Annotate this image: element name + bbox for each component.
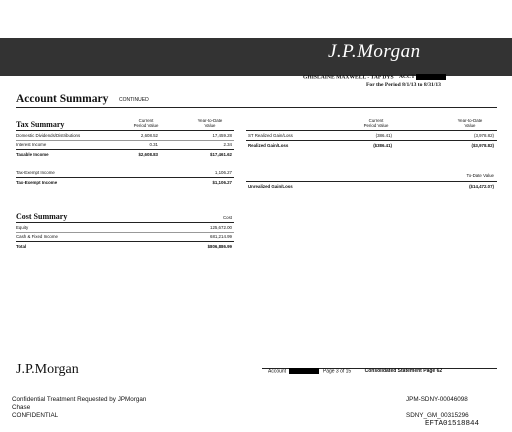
gains-col-current: Current Period Value xyxy=(363,118,389,128)
jpmorgan-footer-logo: J.P.Morgan xyxy=(16,362,79,377)
redaction-bar xyxy=(289,368,319,374)
tax-summary-title: Tax Summary xyxy=(16,120,65,129)
row-divider xyxy=(16,177,234,178)
cost-total-value: $806,886.99 xyxy=(207,244,232,249)
client-name: GHISLAINE MAXWELL - TAP DYS xyxy=(303,74,394,81)
confidential-line: CONFIDENTIAL xyxy=(12,412,59,419)
tax-row-label: Domestic Dividends/Distributions xyxy=(16,133,81,138)
exempt-row-label: Tax-Exempt Income xyxy=(16,170,55,175)
footer-account-label: Account xyxy=(268,368,287,375)
tax-row-ytd: 17,459.28 xyxy=(212,133,232,138)
confidential-block xyxy=(12,396,146,420)
gains-total-label: Realized Gain/Loss xyxy=(248,143,289,148)
cost-header-rule xyxy=(16,222,234,223)
gains-header-rule xyxy=(246,130,497,131)
row-divider xyxy=(16,149,234,150)
unrealized-col: To-Date Value xyxy=(466,173,494,178)
unrealized-rule xyxy=(246,181,497,182)
tax-col-current: Current Period Value xyxy=(133,118,159,128)
tax-col-ytd: Year-to-Date Value xyxy=(197,118,223,128)
row-divider xyxy=(16,241,234,242)
footer-page: Page 3 of 15 xyxy=(322,368,352,375)
exempt-total-ytd: $1,106.27 xyxy=(212,180,232,185)
bates-number: SDNY_GM_00315296 xyxy=(406,412,469,419)
footer-statement: Consolidated Statement Page 62 xyxy=(364,368,443,375)
cost-row-value: 681,214.99 xyxy=(210,234,232,239)
client-line xyxy=(303,74,446,80)
gains-row-ytd: (3,978.82) xyxy=(473,133,494,138)
row-divider xyxy=(16,140,234,141)
gains-total-ytd: ($3,978.82) xyxy=(471,143,494,148)
unrealized-label: Unrealized Gain/Loss xyxy=(248,184,293,189)
cost-row-label: Cash & Fixed Income xyxy=(16,234,58,239)
tax-row-label: Interest Income xyxy=(16,142,47,147)
footer-page-line xyxy=(268,368,442,374)
gains-col-ytd: Year-to-Date Value xyxy=(457,118,483,128)
cost-total-label: Total xyxy=(16,244,27,249)
exempt-total-label: Tax-Exempt Income xyxy=(16,180,58,185)
cost-row-value: 125,672.00 xyxy=(210,225,232,230)
tax-row-current: 2,608.52 xyxy=(140,133,158,138)
title-rule xyxy=(16,107,497,108)
page-title: Account Summary xyxy=(16,93,109,105)
tax-total-label: Taxable Income xyxy=(16,152,49,157)
confidential-line: Chase xyxy=(12,404,31,411)
jpmorgan-script-logo: J.P.Morgan xyxy=(328,41,421,62)
tax-row-ytd: 2.34 xyxy=(223,142,232,147)
cost-row-label: Equity xyxy=(16,225,29,230)
tax-total-current: $2,608.83 xyxy=(138,152,158,157)
exempt-row-ytd: 1,106.27 xyxy=(214,170,232,175)
tax-total-ytd: $17,461.62 xyxy=(210,152,232,157)
cost-col: Cost xyxy=(222,215,232,220)
tax-row-current: 0.31 xyxy=(149,142,158,147)
period-line: For the Period 8/1/13 to 8/31/13 xyxy=(366,82,441,88)
gains-row-label: ST Realized Gain/Loss xyxy=(248,133,293,138)
page-title-suffix: CONTINUED xyxy=(119,97,149,103)
gains-row-current: (386.41) xyxy=(375,133,392,138)
header-banner xyxy=(0,38,512,76)
tax-header-rule xyxy=(16,130,234,131)
cost-summary-title: Cost Summary xyxy=(16,212,68,221)
efta-number: EFTA01518844 xyxy=(425,420,480,428)
redaction-bar xyxy=(416,74,446,80)
row-divider xyxy=(16,232,234,233)
gains-total-current: ($386.41) xyxy=(373,143,392,148)
acct-label: ACCT xyxy=(398,74,415,81)
unrealized-value: ($14,472.07) xyxy=(469,184,494,189)
bates-number: JPM-SDNY-00046098 xyxy=(406,396,468,403)
row-divider xyxy=(246,140,497,141)
confidential-line: Confidential Treatment Requested by JPMorgan xyxy=(12,396,147,403)
